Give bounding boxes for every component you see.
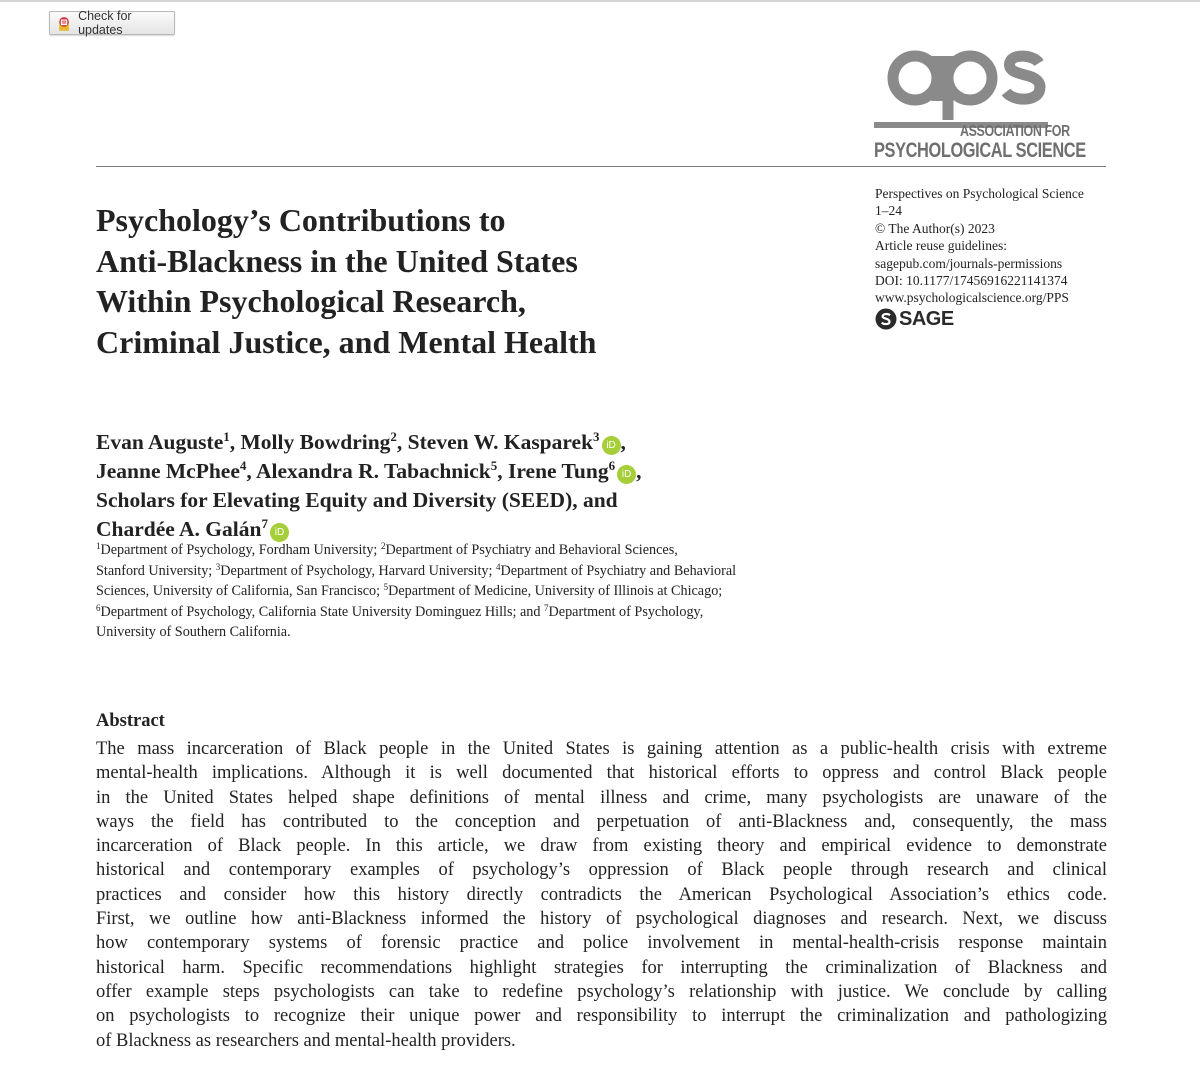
check-for-updates-icon <box>56 15 72 32</box>
abstract-line: of Blackness as researchers and mental-health providers. <box>96 1030 516 1051</box>
title-line: Psychology’s Contributions to <box>96 202 506 238</box>
affiliation-text: Department of Psychology, <box>548 603 704 620</box>
journal-info <box>875 185 1175 307</box>
copyright: © The Author(s) 2023 <box>875 220 995 236</box>
author-name[interactable]: Steven W. Kasparek <box>407 430 594 454</box>
aps-logo-line2: PSYCHOLOGICAL SCIENCE <box>874 139 1086 162</box>
affiliations <box>96 540 876 643</box>
affiliation-number: 7 <box>544 602 549 613</box>
abstract-line: mental-health implications. Although it is well documented that historical efforts to oppress and control Black people <box>96 763 1107 784</box>
author-name[interactable]: Alexandra R. Tabachnick <box>255 459 491 483</box>
affiliation-line <box>96 581 876 602</box>
author-name[interactable]: Chardée A. Galán <box>96 517 262 541</box>
affiliation-text: Department of Medicine, University of Illinois at Chicago; <box>388 583 723 599</box>
affiliation-number: 1 <box>96 541 101 551</box>
group-author: Scholars for Elevating Equity and Diversity (SEED), and <box>96 488 618 512</box>
abstract-line: The mass incarceration of Black people in the United States is gaining attention as a public-health crisis with extreme <box>96 739 1107 759</box>
author-name[interactable]: Irene Tung <box>508 459 609 483</box>
aps-logo-line1: ASSOCIATION FOR <box>960 123 1070 140</box>
affiliation-line <box>96 602 876 623</box>
sage-logo <box>875 306 954 332</box>
author-separator: , <box>497 459 508 483</box>
title-line: Criminal Justice, and Mental Health <box>96 323 597 360</box>
affiliation-line <box>96 622 876 643</box>
orcid-icon[interactable]: iD <box>617 465 636 484</box>
author-separator: , <box>620 430 626 454</box>
affiliation-number: 6 <box>96 602 101 613</box>
viewer-top-border <box>0 0 1200 2</box>
affiliation-sup: 6 <box>608 458 616 473</box>
affiliation-text: Department of Psychology, Fordham University; <box>100 542 381 558</box>
affiliation-sup: 4 <box>239 458 247 473</box>
reuse-guidelines-label: Article reuse guidelines: <box>875 238 1007 254</box>
header-rule <box>96 166 1106 167</box>
abstract-body <box>96 737 1107 1053</box>
affiliation-sup: 2 <box>390 429 397 444</box>
abstract-line: on psychologists to recognize their unique power and responsibility to interrupt the criminalization and pathologizing <box>96 1006 1107 1027</box>
affiliation-number: 3 <box>215 561 221 572</box>
affiliation-text: Stanford University; <box>96 562 216 579</box>
abstract-line: offer example steps psychologists can take to redefine psychology’s relationship with justice. We conclude by calling <box>96 981 1107 1002</box>
affiliation-text: Sciences, University of California, San Francisco; <box>96 583 384 599</box>
affiliation-line <box>96 561 876 582</box>
abstract-line: how contemporary systems of forensic practice and police involvement in mental-health-crisis response maintain <box>96 933 1107 954</box>
author-separator: , <box>229 430 241 454</box>
affiliation-line <box>96 540 876 561</box>
aps-wordmark <box>882 44 1048 120</box>
orcid-icon[interactable]: iD <box>270 523 289 542</box>
sage-s-icon <box>875 308 897 330</box>
author-name[interactable]: Molly Bowdring <box>240 430 391 454</box>
doi[interactable]: DOI: 10.1177/17456916221141374 <box>875 273 1068 289</box>
affiliation-sup: 1 <box>223 429 230 444</box>
affiliation-sup: 3 <box>593 429 600 444</box>
check-for-updates-label: Check for updates <box>78 9 132 37</box>
author-separator: , <box>246 459 256 483</box>
author-line <box>96 428 856 457</box>
abstract-line: incarceration of Black people. In this article, we draw from existing theory and empirical evidence to demonstrate <box>96 836 1107 857</box>
orcid-icon[interactable]: iD <box>602 436 621 455</box>
abstract-line: First, we outline how anti-Blackness informed the history of psychological diagnoses and research. Next, we discuss <box>96 909 1107 930</box>
author-name[interactable]: Evan Auguste <box>96 430 224 454</box>
permissions-link[interactable]: sagepub.com/journals-permissions <box>875 255 1063 271</box>
abstract-line: historical harm. Specific recommendations highlight strategies for interrupting the criminalization of Blackness and <box>96 957 1107 978</box>
affiliation-text: Department of Psychology, California State University Dominguez Hills; and <box>100 603 545 620</box>
abstract-heading: Abstract <box>96 711 165 731</box>
affiliation-number: 2 <box>380 541 386 551</box>
title-line: Within Psychological Research, <box>96 283 526 319</box>
page-range: 1–24 <box>875 203 902 219</box>
abstract-line: ways the field has contributed to the conception and perpetuation of anti-Blackness and, consequently, the mass <box>96 811 1107 832</box>
affiliation-text: Department of Psychiatry and Behavioral Sciences, <box>385 542 678 558</box>
title-line: Anti-Blackness in the United States <box>96 242 578 279</box>
check-for-updates-button[interactable] <box>49 11 175 35</box>
abstract-line: practices and consider how this history directly contradicts the American Psychological Association’s ethics code. <box>96 884 1107 905</box>
author-name[interactable]: Jeanne McPhee <box>96 459 240 483</box>
affiliation-text: Department of Psychology, Harvard University; <box>220 562 496 579</box>
affiliation-sup: 7 <box>261 516 268 531</box>
aps-logo <box>874 44 1086 162</box>
affiliation-sup: 5 <box>490 458 498 473</box>
article-title <box>96 200 836 362</box>
author-separator: , <box>636 459 642 483</box>
author-line <box>96 457 856 486</box>
abstract-line: in the United States helped shape definitions of mental illness and crime, many psychologists are unaware of the <box>96 787 1107 808</box>
affiliation-text: University of Southern California. <box>96 624 291 640</box>
abstract-line: historical and contemporary examples of psychology’s oppression of Black people through research and clinical <box>96 860 1107 881</box>
journal-name: Perspectives on Psychological Science <box>875 186 1084 201</box>
author-line <box>96 486 856 515</box>
sage-wordmark: SAGE <box>899 307 954 330</box>
affiliation-number: 4 <box>495 561 501 572</box>
author-list <box>96 428 856 544</box>
author-separator: , <box>396 430 408 454</box>
affiliation-text: Department of Psychiatry and Behavioral <box>500 562 737 579</box>
journal-website-link[interactable]: www.psychologicalscience.org/PPS <box>875 290 1069 306</box>
affiliation-number: 5 <box>383 582 389 592</box>
